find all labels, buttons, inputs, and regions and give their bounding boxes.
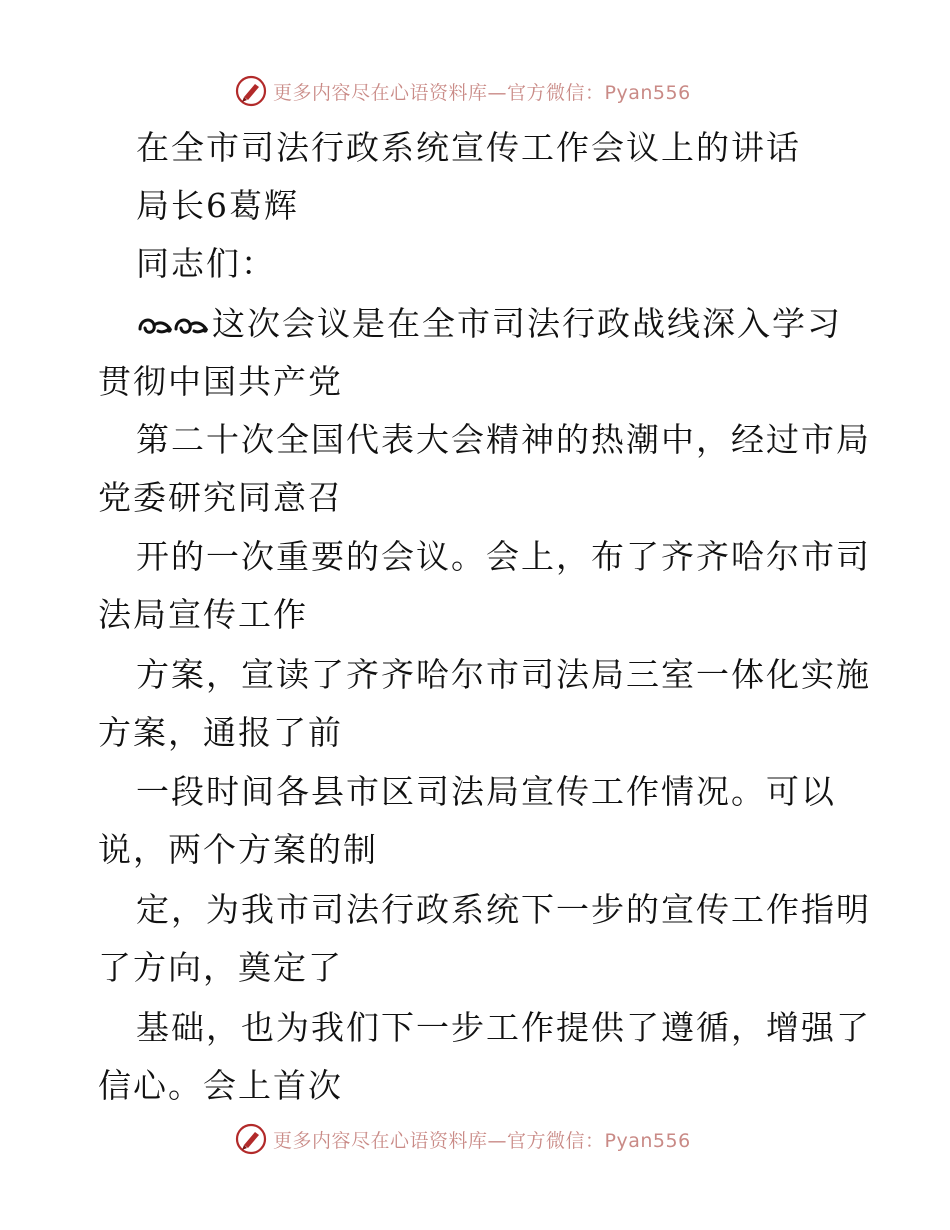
paragraph-line: 定，为我市司法行政系统下一步的宣传工作指明 <box>136 890 871 929</box>
paragraph-line <box>136 304 842 344</box>
paragraph-line: 开的一次重要的会议。会上，布了齐齐哈尔市司 <box>136 537 871 576</box>
paragraph-line: 基础，也为我们下一步工作提供了遵循，增强了 <box>136 1008 871 1047</box>
paragraph-line: 了方向，奠定了 <box>98 948 343 987</box>
document-title: 在全市司法行政系统宣传工作会议上的讲话 <box>136 128 801 167</box>
watermark-text: 更多内容尽在心语资料库—官方微信：Pyan556 <box>273 1129 691 1152</box>
paragraph-line: 方案，通报了前 <box>98 713 343 752</box>
salutation: 同志们： <box>136 244 276 283</box>
watermark-header <box>235 74 691 108</box>
watermark-text: 更多内容尽在心语资料库—官方微信：Pyan556 <box>273 81 691 104</box>
document-author: 局长6葛辉 <box>136 186 299 225</box>
paragraph-line: 信心。会上首次 <box>98 1066 343 1105</box>
paragraph-line: 方案，宣读了齐齐哈尔市司法局三室一体化实施 <box>136 655 871 694</box>
watermark-footer <box>235 1122 691 1156</box>
paragraph-line: 党委研究同意召 <box>98 478 343 517</box>
paragraph-line: 说，两个方案的制 <box>98 830 378 869</box>
paragraph-line: 贯彻中国共产党 <box>98 362 343 401</box>
pen-seal-icon <box>235 75 267 107</box>
paragraph-line: 法局宣传工作 <box>98 595 308 634</box>
paragraph-line: 一段时间各县市区司法局宣传工作情况。可以 <box>136 772 836 811</box>
paragraph-line: 第二十次全国代表大会精神的热潮中，经过市局 <box>136 420 871 459</box>
paragraph-line-text: 这次会议是在全市司法行政战线深入学习 <box>212 304 842 343</box>
pen-seal-icon <box>235 1123 267 1155</box>
swirl-ornament-icon <box>136 311 210 339</box>
